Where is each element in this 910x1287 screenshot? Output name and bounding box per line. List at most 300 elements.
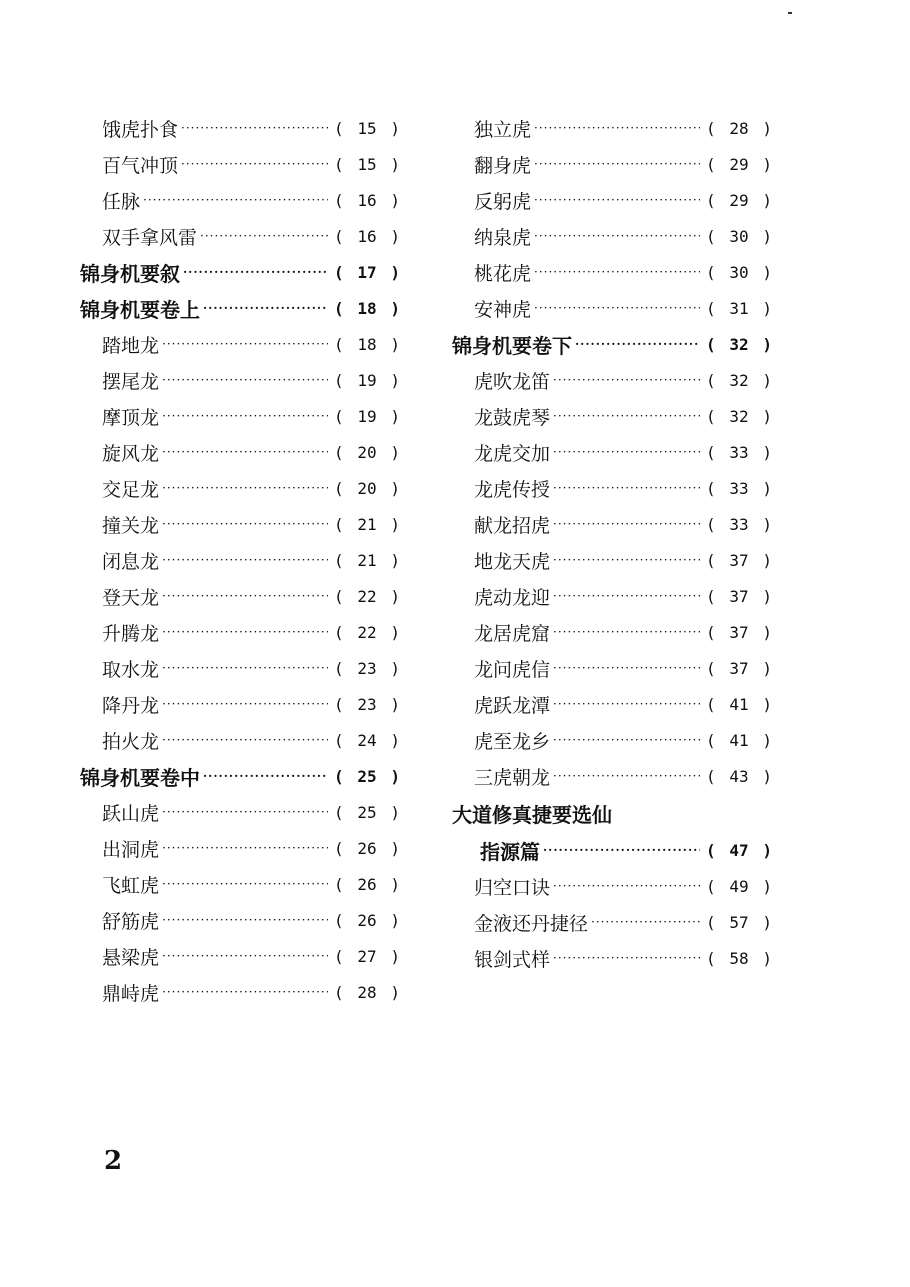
dot-leader bbox=[162, 877, 328, 891]
paren-open: ( bbox=[334, 154, 344, 174]
toc-entry bbox=[452, 722, 772, 758]
paren-open: ( bbox=[706, 298, 716, 318]
toc-entry-title: 独立虎 bbox=[474, 118, 532, 141]
toc-entry bbox=[80, 398, 400, 434]
paren-close: ) bbox=[390, 838, 400, 858]
toc-entry bbox=[452, 758, 772, 794]
toc-entry-title: 龙居虎窟 bbox=[474, 622, 551, 645]
toc-page-number: 32 bbox=[729, 370, 749, 390]
toc-page-ref bbox=[334, 767, 400, 786]
paren-close: ) bbox=[762, 694, 772, 714]
toc-entry bbox=[80, 218, 400, 254]
toc-entry-title: 锦身机要卷上 bbox=[80, 297, 200, 322]
paren-close: ) bbox=[390, 442, 400, 462]
paren-open: ( bbox=[706, 876, 716, 896]
toc-page-ref bbox=[334, 839, 400, 858]
dot-leader bbox=[553, 697, 700, 711]
paren-open: ( bbox=[706, 658, 716, 678]
toc-page-ref bbox=[334, 479, 400, 498]
dot-leader bbox=[534, 157, 700, 171]
toc-page-ref bbox=[334, 515, 400, 534]
toc-entry bbox=[80, 974, 400, 1010]
toc-page-ref bbox=[706, 877, 772, 896]
dot-leader bbox=[553, 733, 700, 747]
paren-close: ) bbox=[390, 262, 400, 282]
toc-page-ref bbox=[334, 983, 400, 1002]
toc-page-number: 37 bbox=[729, 586, 749, 606]
toc-entry bbox=[80, 542, 400, 578]
paren-close: ) bbox=[762, 406, 772, 426]
paren-close: ) bbox=[390, 622, 400, 642]
paren-open: ( bbox=[706, 442, 716, 462]
paren-open: ( bbox=[334, 118, 344, 138]
dot-leader bbox=[534, 265, 700, 279]
paren-open: ( bbox=[706, 550, 716, 570]
paren-open: ( bbox=[706, 514, 716, 534]
toc-page-number: 25 bbox=[357, 766, 377, 786]
paren-open: ( bbox=[706, 912, 716, 932]
paren-close: ) bbox=[762, 190, 772, 210]
toc-page-number: 47 bbox=[729, 840, 749, 860]
toc-page-ref bbox=[334, 803, 400, 822]
paren-open: ( bbox=[334, 298, 344, 318]
toc-entry-title: 闭息龙 bbox=[102, 550, 160, 573]
paren-close: ) bbox=[390, 550, 400, 570]
paren-open: ( bbox=[706, 406, 716, 426]
paren-close: ) bbox=[762, 948, 772, 968]
toc-page-number: 19 bbox=[357, 370, 377, 390]
dot-leader bbox=[534, 229, 700, 243]
toc-page-number: 49 bbox=[729, 876, 749, 896]
toc-page-number: 30 bbox=[729, 262, 749, 282]
toc-entry-title: 任脉 bbox=[102, 190, 141, 213]
toc-page-number: 22 bbox=[357, 586, 377, 606]
toc-entry bbox=[452, 218, 772, 254]
paren-close: ) bbox=[390, 802, 400, 822]
toc-entry-title: 锦身机要卷下 bbox=[452, 333, 572, 358]
dot-leader bbox=[553, 517, 700, 531]
toc-entry bbox=[452, 904, 772, 940]
toc-entry-title: 旋风龙 bbox=[102, 442, 160, 465]
paren-close: ) bbox=[762, 876, 772, 896]
toc-page-ref bbox=[706, 191, 772, 210]
paren-open: ( bbox=[334, 982, 344, 1002]
toc-entry-title: 降丹龙 bbox=[102, 694, 160, 717]
toc-section-heading bbox=[452, 794, 772, 832]
paren-open: ( bbox=[334, 766, 344, 786]
toc-entry-title: 升腾龙 bbox=[102, 622, 160, 645]
toc-page-number: 32 bbox=[729, 406, 749, 426]
paren-close: ) bbox=[762, 840, 772, 860]
toc-entry-title: 龙问虎信 bbox=[474, 658, 551, 681]
dot-leader bbox=[162, 373, 328, 387]
paren-close: ) bbox=[390, 658, 400, 678]
dot-leader bbox=[534, 121, 700, 135]
toc-entry-title: 双手拿风雷 bbox=[102, 226, 198, 249]
toc-page-ref bbox=[706, 155, 772, 174]
paren-close: ) bbox=[390, 478, 400, 498]
toc-page-number: 24 bbox=[357, 730, 377, 750]
toc-page-number: 30 bbox=[729, 226, 749, 246]
toc-entry bbox=[80, 578, 400, 614]
toc-entry-title: 登天龙 bbox=[102, 586, 160, 609]
toc-page-ref bbox=[706, 443, 772, 462]
paren-open: ( bbox=[334, 514, 344, 534]
paren-open: ( bbox=[334, 694, 344, 714]
toc-entry-title: 撞关龙 bbox=[102, 514, 160, 537]
toc-entry-title: 饿虎扑食 bbox=[102, 118, 179, 141]
toc-section-heading bbox=[80, 758, 400, 794]
paren-close: ) bbox=[762, 658, 772, 678]
toc-page-ref bbox=[334, 695, 400, 714]
paren-close: ) bbox=[390, 406, 400, 426]
toc-page-ref bbox=[706, 623, 772, 642]
dot-leader bbox=[162, 661, 328, 675]
toc-page-ref bbox=[706, 515, 772, 534]
toc-entry bbox=[452, 650, 772, 686]
toc-page-ref bbox=[334, 875, 400, 894]
toc-entry bbox=[80, 938, 400, 974]
paren-close: ) bbox=[390, 946, 400, 966]
toc-page-number: 22 bbox=[357, 622, 377, 642]
paren-open: ( bbox=[334, 586, 344, 606]
scan-mark bbox=[788, 12, 792, 14]
toc-page-number: 28 bbox=[729, 118, 749, 138]
toc-entry bbox=[80, 650, 400, 686]
dot-leader bbox=[553, 879, 700, 893]
toc-entry bbox=[80, 182, 400, 218]
dot-leader bbox=[162, 553, 328, 567]
toc-entry bbox=[452, 686, 772, 722]
dot-leader bbox=[553, 553, 700, 567]
toc-entry bbox=[452, 362, 772, 398]
toc-entry bbox=[80, 686, 400, 722]
paren-close: ) bbox=[762, 550, 772, 570]
toc-page-ref bbox=[706, 695, 772, 714]
toc-entry-title: 翻身虎 bbox=[474, 154, 532, 177]
dot-leader bbox=[553, 769, 700, 783]
toc-page-ref bbox=[334, 731, 400, 750]
dot-leader bbox=[162, 697, 328, 711]
toc-page-number: 18 bbox=[357, 334, 377, 354]
paren-open: ( bbox=[334, 874, 344, 894]
paren-open: ( bbox=[334, 946, 344, 966]
toc-entry bbox=[452, 614, 772, 650]
toc-page-number: 33 bbox=[729, 442, 749, 462]
toc-page-number: 32 bbox=[729, 334, 749, 354]
toc-page-ref bbox=[706, 371, 772, 390]
paren-close: ) bbox=[390, 586, 400, 606]
toc-page-number: 57 bbox=[729, 912, 749, 932]
toc-page-ref bbox=[334, 191, 400, 210]
toc-entry bbox=[80, 722, 400, 758]
toc-entry bbox=[80, 902, 400, 938]
toc-page-number: 26 bbox=[357, 910, 377, 930]
toc-page-ref bbox=[706, 767, 772, 786]
toc-entry bbox=[80, 146, 400, 182]
toc-page-ref bbox=[706, 551, 772, 570]
toc-page-number: 31 bbox=[729, 298, 749, 318]
toc-entry bbox=[452, 146, 772, 182]
paren-open: ( bbox=[334, 658, 344, 678]
toc-page-ref bbox=[334, 119, 400, 138]
dot-leader bbox=[553, 589, 700, 603]
paren-close: ) bbox=[390, 874, 400, 894]
paren-close: ) bbox=[762, 586, 772, 606]
paren-close: ) bbox=[762, 478, 772, 498]
toc-entry-title: 桃花虎 bbox=[474, 262, 532, 285]
toc-page-number: 16 bbox=[357, 190, 377, 210]
dot-leader bbox=[162, 337, 328, 351]
paren-open: ( bbox=[706, 334, 716, 354]
dot-leader bbox=[543, 843, 700, 857]
paren-open: ( bbox=[334, 334, 344, 354]
toc-page-number: 15 bbox=[357, 154, 377, 174]
dot-leader bbox=[591, 915, 700, 929]
toc-entry-title: 献龙招虎 bbox=[474, 514, 551, 537]
toc-entry bbox=[452, 940, 772, 976]
dot-leader bbox=[162, 517, 328, 531]
toc-page-ref bbox=[334, 407, 400, 426]
paren-open: ( bbox=[334, 226, 344, 246]
toc-page-ref bbox=[334, 623, 400, 642]
paren-close: ) bbox=[390, 766, 400, 786]
toc-entry-title: 银剑式样 bbox=[474, 948, 551, 971]
dot-leader bbox=[553, 445, 700, 459]
toc-page-ref bbox=[334, 371, 400, 390]
paren-open: ( bbox=[706, 586, 716, 606]
dot-leader bbox=[553, 481, 700, 495]
dot-leader bbox=[162, 589, 328, 603]
toc-page-ref bbox=[334, 227, 400, 246]
toc-page-number: 58 bbox=[729, 948, 749, 968]
toc-entry-title: 大道修真捷要选仙 bbox=[452, 802, 612, 827]
toc-entry bbox=[452, 542, 772, 578]
paren-open: ( bbox=[334, 802, 344, 822]
toc-page-number: 15 bbox=[357, 118, 377, 138]
toc-entry-title: 龙虎交加 bbox=[474, 442, 551, 465]
toc-section-heading bbox=[80, 290, 400, 326]
toc-page-ref bbox=[334, 263, 400, 282]
toc-entry-title: 纳泉虎 bbox=[474, 226, 532, 249]
paren-open: ( bbox=[334, 730, 344, 750]
paren-open: ( bbox=[706, 154, 716, 174]
toc-entry-title: 飞虹虎 bbox=[102, 874, 160, 897]
toc-page-ref bbox=[706, 841, 772, 860]
toc-page-ref bbox=[706, 659, 772, 678]
toc-page-number: 25 bbox=[357, 802, 377, 822]
paren-open: ( bbox=[706, 478, 716, 498]
paren-open: ( bbox=[334, 190, 344, 210]
toc-page-number: 16 bbox=[357, 226, 377, 246]
toc-section-heading bbox=[452, 326, 772, 362]
paren-close: ) bbox=[762, 766, 772, 786]
paren-close: ) bbox=[390, 298, 400, 318]
dot-leader bbox=[534, 193, 700, 207]
toc-entry-title: 跃山虎 bbox=[102, 802, 160, 825]
toc-entry-title: 三虎朝龙 bbox=[474, 766, 551, 789]
paren-open: ( bbox=[706, 694, 716, 714]
toc-page-ref bbox=[706, 913, 772, 932]
toc-page-ref bbox=[334, 587, 400, 606]
dot-leader bbox=[575, 337, 700, 351]
toc-entry bbox=[452, 290, 772, 326]
paren-open: ( bbox=[706, 370, 716, 390]
toc-entry-title: 龙虎传授 bbox=[474, 478, 551, 501]
toc-entry-title: 锦身机要卷中 bbox=[80, 765, 200, 790]
toc-entry-title: 取水龙 bbox=[102, 658, 160, 681]
paren-open: ( bbox=[334, 262, 344, 282]
toc-entry bbox=[80, 434, 400, 470]
toc-left-column bbox=[80, 110, 400, 1010]
page-number: 2 bbox=[104, 1146, 123, 1176]
toc-entry bbox=[80, 470, 400, 506]
dot-leader bbox=[162, 805, 328, 819]
paren-open: ( bbox=[706, 948, 716, 968]
dot-leader bbox=[553, 373, 700, 387]
toc-page-number: 29 bbox=[729, 190, 749, 210]
paren-open: ( bbox=[334, 838, 344, 858]
paren-close: ) bbox=[762, 298, 772, 318]
dot-leader bbox=[200, 229, 328, 243]
paren-open: ( bbox=[706, 118, 716, 138]
toc-entry bbox=[452, 182, 772, 218]
toc-entry-title: 交足龙 bbox=[102, 478, 160, 501]
toc-entry bbox=[80, 794, 400, 830]
paren-close: ) bbox=[390, 910, 400, 930]
toc-page-ref bbox=[706, 119, 772, 138]
paren-open: ( bbox=[334, 550, 344, 570]
paren-open: ( bbox=[706, 262, 716, 282]
toc-entry-title: 摆尾龙 bbox=[102, 370, 160, 393]
toc-entry bbox=[80, 614, 400, 650]
toc-page-ref bbox=[706, 949, 772, 968]
toc-entry-title: 虎动龙迎 bbox=[474, 586, 551, 609]
toc-entry-title: 龙鼓虎琴 bbox=[474, 406, 551, 429]
paren-open: ( bbox=[334, 478, 344, 498]
toc-entry-title: 地龙天虎 bbox=[474, 550, 551, 573]
paren-close: ) bbox=[762, 118, 772, 138]
paren-open: ( bbox=[706, 840, 716, 860]
paren-close: ) bbox=[762, 622, 772, 642]
dot-leader bbox=[143, 193, 328, 207]
toc-entry bbox=[80, 506, 400, 542]
toc-entry bbox=[452, 470, 772, 506]
toc-page-number: 21 bbox=[357, 514, 377, 534]
toc-entry bbox=[452, 254, 772, 290]
dot-leader bbox=[553, 625, 700, 639]
toc-entry-title: 虎至龙乡 bbox=[474, 730, 551, 753]
toc-entry-title: 鼎峙虎 bbox=[102, 982, 160, 1005]
toc-page-number: 17 bbox=[357, 262, 377, 282]
paren-close: ) bbox=[762, 730, 772, 750]
paren-open: ( bbox=[706, 226, 716, 246]
toc-entry bbox=[452, 506, 772, 542]
dot-leader bbox=[181, 157, 328, 171]
dot-leader bbox=[162, 985, 328, 999]
toc-page-ref bbox=[334, 335, 400, 354]
toc-entry bbox=[80, 866, 400, 902]
paren-close: ) bbox=[390, 982, 400, 1002]
toc-entry-title: 摩顶龙 bbox=[102, 406, 160, 429]
toc-page-number: 37 bbox=[729, 622, 749, 642]
toc-entry-title: 归空口诀 bbox=[474, 876, 551, 899]
toc-entry-title: 百气冲顶 bbox=[102, 154, 179, 177]
toc-entry-title: 虎吹龙笛 bbox=[474, 370, 551, 393]
toc-page-number: 27 bbox=[357, 946, 377, 966]
paren-close: ) bbox=[762, 442, 772, 462]
paren-close: ) bbox=[390, 514, 400, 534]
paren-close: ) bbox=[762, 514, 772, 534]
toc-page-number: 18 bbox=[357, 298, 377, 318]
paren-close: ) bbox=[390, 190, 400, 210]
dot-leader bbox=[183, 265, 328, 279]
dot-leader bbox=[162, 949, 328, 963]
toc-entry bbox=[452, 110, 772, 146]
dot-leader bbox=[203, 769, 328, 783]
toc-page-number: 43 bbox=[729, 766, 749, 786]
toc-page-ref bbox=[706, 263, 772, 282]
toc-right-column bbox=[452, 110, 772, 976]
toc-page-number: 26 bbox=[357, 838, 377, 858]
toc-entry bbox=[80, 830, 400, 866]
toc-entry-title: 悬梁虎 bbox=[102, 946, 160, 969]
paren-close: ) bbox=[762, 154, 772, 174]
toc-entry-title: 虎跃龙潭 bbox=[474, 694, 551, 717]
dot-leader bbox=[162, 409, 328, 423]
toc-entry bbox=[452, 578, 772, 614]
toc-entry bbox=[452, 868, 772, 904]
toc-page-ref bbox=[334, 551, 400, 570]
toc-page-ref bbox=[334, 155, 400, 174]
toc-page-number: 33 bbox=[729, 478, 749, 498]
toc-page-number: 33 bbox=[729, 514, 749, 534]
toc-page-number: 23 bbox=[357, 658, 377, 678]
toc-entry bbox=[80, 110, 400, 146]
dot-leader bbox=[162, 733, 328, 747]
toc-page-ref bbox=[334, 299, 400, 318]
paren-close: ) bbox=[390, 694, 400, 714]
dot-leader bbox=[553, 951, 700, 965]
toc-page-ref bbox=[706, 407, 772, 426]
paren-open: ( bbox=[334, 622, 344, 642]
dot-leader bbox=[181, 121, 328, 135]
toc-entry bbox=[452, 398, 772, 434]
toc-entry bbox=[452, 434, 772, 470]
toc-page-ref bbox=[706, 479, 772, 498]
toc-page-number: 41 bbox=[729, 730, 749, 750]
toc-page-number: 29 bbox=[729, 154, 749, 174]
paren-close: ) bbox=[390, 334, 400, 354]
paren-close: ) bbox=[390, 730, 400, 750]
toc-page-ref bbox=[334, 947, 400, 966]
dot-leader bbox=[162, 445, 328, 459]
dot-leader bbox=[162, 481, 328, 495]
dot-leader bbox=[162, 841, 328, 855]
paren-close: ) bbox=[762, 334, 772, 354]
toc-entry-title: 拍火龙 bbox=[102, 730, 160, 753]
paren-open: ( bbox=[334, 442, 344, 462]
dot-leader bbox=[534, 301, 700, 315]
paren-close: ) bbox=[762, 226, 772, 246]
toc-page-number: 41 bbox=[729, 694, 749, 714]
toc-page-number: 37 bbox=[729, 550, 749, 570]
toc-entry bbox=[80, 326, 400, 362]
dot-leader bbox=[203, 301, 328, 315]
paren-close: ) bbox=[762, 370, 772, 390]
toc-entry-title: 踏地龙 bbox=[102, 334, 160, 357]
toc-entry-title: 反躬虎 bbox=[474, 190, 532, 213]
